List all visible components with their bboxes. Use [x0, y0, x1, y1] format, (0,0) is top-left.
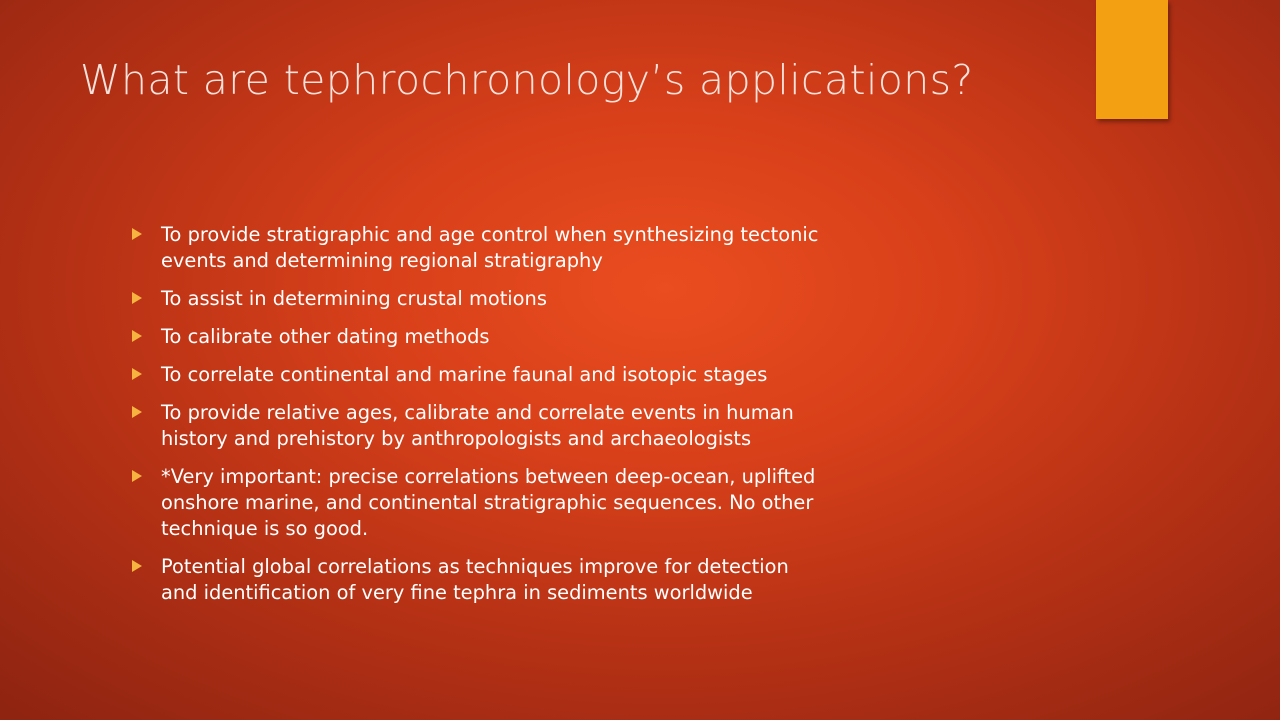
bullet-item	[132, 324, 1032, 350]
bullet-text-line: *Very important: precise correlations between deep-ocean, uplifted	[161, 465, 816, 488]
bullet-text-line: To correlate continental and marine faunal and isotopic stages	[161, 363, 768, 386]
bullet-text-line: events and determining regional stratigraphy	[161, 249, 603, 272]
bullet-text-line: and identification of very fine tephra in sediments worldwide	[161, 581, 753, 604]
arrow-bullet-icon	[132, 368, 142, 380]
arrow-bullet-icon	[132, 292, 142, 304]
bullet-item	[132, 400, 1032, 452]
arrow-bullet-icon	[132, 406, 142, 418]
bullet-text-line: To calibrate other dating methods	[161, 325, 490, 348]
bullet-text-line: To provide stratigraphic and age control when synthesizing tectonic	[161, 223, 819, 246]
bullet-item	[132, 554, 1032, 606]
bullet-text-line: To assist in determining crustal motions	[161, 287, 547, 310]
bullet-item	[132, 464, 1032, 542]
bullet-text-line: technique is so good.	[161, 517, 369, 540]
arrow-bullet-icon	[132, 470, 142, 482]
arrow-bullet-icon	[132, 228, 142, 240]
bullet-list	[132, 222, 1032, 618]
arrow-bullet-icon	[132, 330, 142, 342]
accent-bar	[1096, 0, 1168, 119]
bullet-text-line: Potential global correlations as techniques improve for detection	[161, 555, 789, 578]
bullet-text-line: To provide relative ages, calibrate and correlate events in human	[161, 401, 794, 424]
bullet-item	[132, 222, 1032, 274]
bullet-item	[132, 362, 1032, 388]
bullet-item	[132, 286, 1032, 312]
slide-title: What are tephrochronology’s applications?	[80, 56, 974, 104]
arrow-bullet-icon	[132, 560, 142, 572]
bullet-text-line: history and prehistory by anthropologists and archaeologists	[161, 427, 752, 450]
bullet-text-line: onshore marine, and continental stratigraphic sequences. No other	[161, 491, 814, 514]
